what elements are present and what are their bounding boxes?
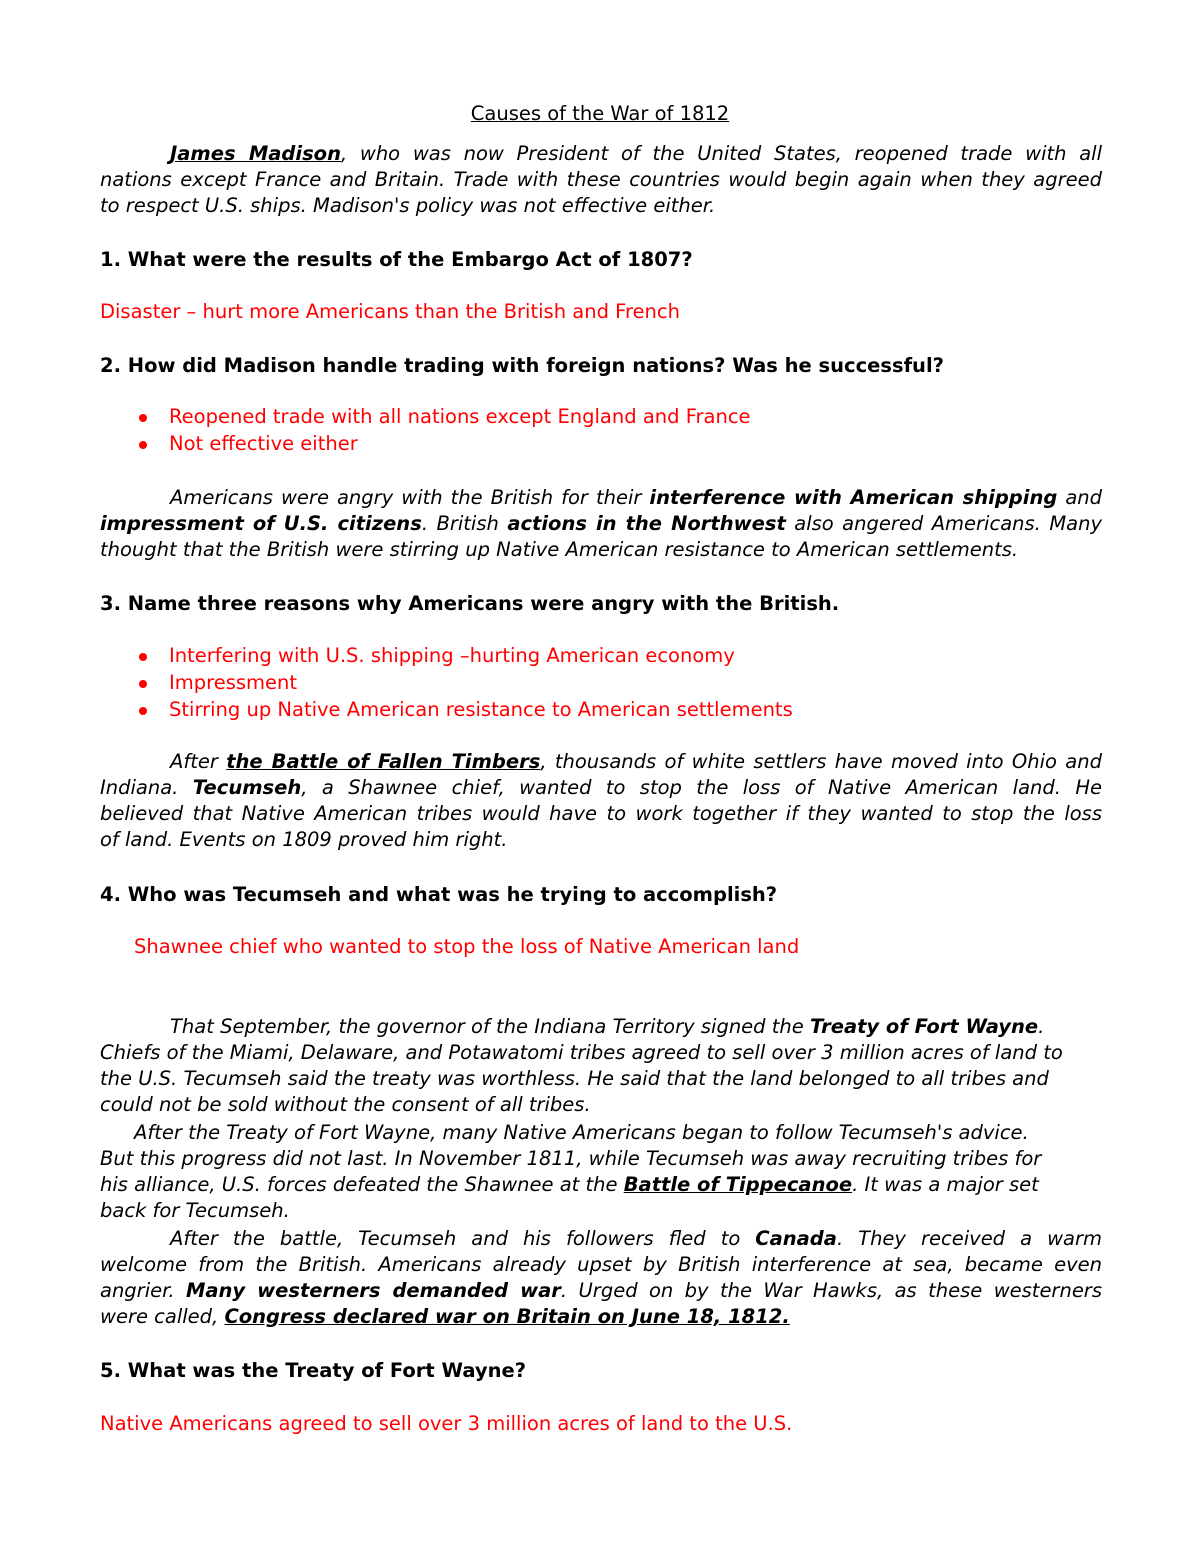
question-2: 2. How did Madison handle trading with foreign nations? Was he successful? [100, 354, 944, 377]
para4-line8: back for Tecumseh. [100, 1199, 290, 1222]
bullet-icon [139, 441, 147, 449]
question-1: 1. What were the results of the Embargo Act of 1807? [100, 248, 693, 271]
bullet-icon [139, 653, 147, 661]
answer-5: Native Americans agreed to sell over 3 million acres of land to the U.S. [100, 1412, 793, 1435]
para1-line2: nations except France and Britain. Trade with these countries would begin again when they agreed [100, 168, 1102, 191]
battle-of-fallen-timbers: the Battle of Fallen Timbers [226, 750, 541, 773]
para2-line2: impressment of U.S. citizens. British actions in the Northwest also angered Americans. Many [100, 512, 1102, 535]
para3-line1: After the Battle of Fallen Timbers, thousands of white settlers have moved into Ohio and [170, 750, 1102, 773]
congress-declared-war: Congress declared war on Britain on June 18, 1812. [224, 1305, 790, 1328]
para4-line11: angrier. Many westerners demanded war. Urged on by the War Hawks, as these westerners [100, 1279, 1102, 1302]
bullet-icon [139, 414, 147, 422]
question-5: 5. What was the Treaty of Fort Wayne? [100, 1359, 527, 1382]
para4-line1: That September, the governor of the Indiana Territory signed the Treaty of Fort Wayne. [170, 1015, 1045, 1038]
para2-line3: thought that the British were stirring up Native American resistance to American settlements. [100, 538, 1019, 561]
answer-3-item-3: Stirring up Native American resistance to American settlements [169, 698, 793, 721]
para2-line1: Americans were angry with the British for their interference with American shipping and [170, 486, 1103, 509]
battle-of-tippecanoe: Battle of Tippecanoe [623, 1173, 853, 1196]
para4-line4: could not be sold without the consent of all tribes. [100, 1093, 591, 1116]
para4-line7: his alliance, U.S. forces defeated the Shawnee at the Battle of Tippecanoe. It was a major set [100, 1173, 1039, 1196]
para3-line3: believed that Native American tribes would have to work together if they wanted to stop the loss [100, 802, 1102, 825]
para4-line3: the U.S. Tecumseh said the treaty was worthless. He said that the land belonged to all tribes and [100, 1067, 1049, 1090]
para4-line12: were called, Congress declared war on Britain on June 18, 1812. [100, 1305, 790, 1328]
answer-2-item-1: Reopened trade with all nations except England and France [169, 405, 751, 428]
para4-line10: welcome from the British. Americans already upset by British interference at sea, became even [100, 1253, 1102, 1276]
bullet-icon [139, 680, 147, 688]
para1-line3: to respect U.S. ships. Madison's policy was not effective either. [100, 194, 716, 217]
para3-line4: of land. Events on 1809 proved him right. [100, 828, 508, 851]
question-3: 3. Name three reasons why Americans were angry with the British. [100, 592, 840, 615]
question-4: 4. Who was Tecumseh and what was he trying to accomplish? [100, 883, 778, 906]
bullet-icon [139, 707, 147, 715]
para4-line2: Chiefs of the Miami, Delaware, and Potawatomi tribes agreed to sell over 3 million acres of land to [100, 1041, 1063, 1064]
answer-3-item-1: Interfering with U.S. shipping –hurting American economy [169, 644, 735, 667]
answer-4: Shawnee chief who wanted to stop the loss of Native American land [134, 935, 800, 958]
page-title: Causes of the War of 1812 [470, 102, 730, 125]
answer-3-item-2: Impressment [169, 671, 298, 694]
para4-line6: But this progress did not last. In November 1811, while Tecumseh was away recruiting tribes for [100, 1147, 1042, 1170]
para4-line9: After the battle, Tecumseh and his followers fled to Canada. They received a warm [170, 1227, 1102, 1250]
para3-line2: Indiana. Tecumseh, a Shawnee chief, wanted to stop the loss of Native American land. He [100, 776, 1103, 799]
answer-1: Disaster – hurt more Americans than the British and French [100, 300, 680, 323]
para4-line5: After the Treaty of Fort Wayne, many Native Americans began to follow Tecumseh's advice. [134, 1121, 1029, 1144]
james-madison-name: James Madison [170, 142, 341, 165]
para1-line1: James Madison, who was now President of the United States, reopened trade with all [170, 142, 1102, 165]
answer-2-item-2: Not effective either [169, 432, 358, 455]
